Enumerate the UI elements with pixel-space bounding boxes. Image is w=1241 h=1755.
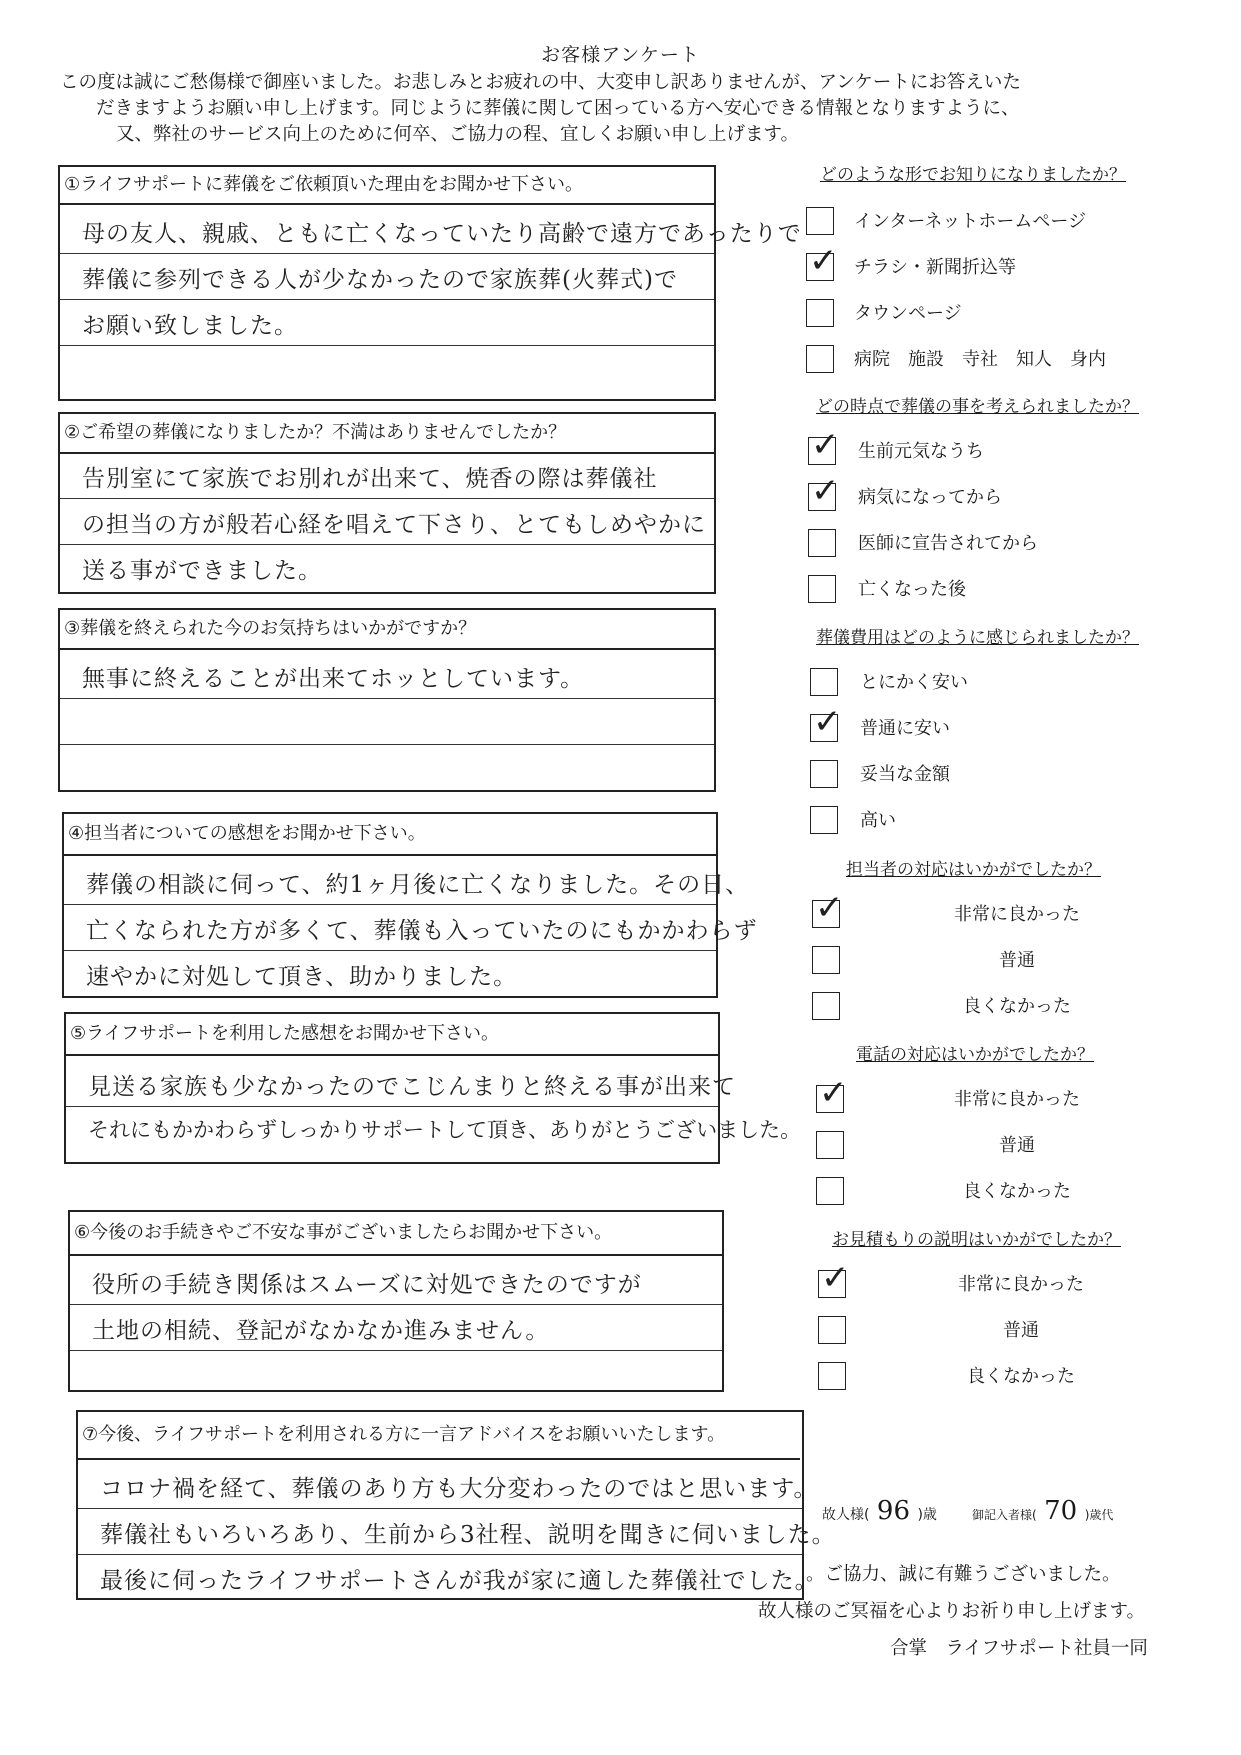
check-mark-icon: ✓ <box>809 241 838 281</box>
question-box-4 <box>62 812 758 998</box>
section-heading: どのような形でお知りになりましたか？ <box>820 165 1126 185</box>
answer-line: 無事に終えることが出来てホッとしています。 <box>82 666 585 692</box>
checkbox[interactable] <box>818 1316 846 1344</box>
checkbox[interactable] <box>812 992 840 1020</box>
question-title-2: ②ご希望の葬儀になりましたか？不満はありませんでしたか？ <box>60 414 714 454</box>
section-heading: 電話の対応はいかがでしたか？ <box>856 1045 1094 1065</box>
answer-line: 告別室にて家族でお別れが出来て、焼香の際は葬儀社 <box>82 466 658 492</box>
answer-line: それにもかかわらずしっかりサポートして頂き、ありがとうございました。 <box>88 1118 802 1142</box>
option-label: インターネットホームページ <box>854 211 1087 232</box>
checkbox[interactable] <box>806 299 834 327</box>
option-label: 亡くなった後 <box>858 579 966 600</box>
question-box-6 <box>68 1210 724 1392</box>
option-label: とにかく安い <box>860 672 968 693</box>
option-label: 医師に宣告されてから <box>858 533 1038 554</box>
answer-line: 母の友人、親戚、ともに亡くなっていたり高齢で遠方であったりで <box>82 221 802 247</box>
option-label: チラシ・新聞折込等 <box>854 257 1016 278</box>
check-mark-icon: ✓ <box>813 702 842 742</box>
option-label: 普通に安い <box>860 718 950 739</box>
question-title-6: ⑥今後のお手続きやご不安な事がございましたらお聞かせ下さい。 <box>70 1212 722 1256</box>
option-label: 妥当な金額 <box>860 764 950 785</box>
question-title-3: ③葬儀を終えられた今のお気持ちはいかがですか？ <box>60 610 714 650</box>
checkbox[interactable] <box>812 888 844 928</box>
answer-line: 葬儀の相談に伺って、約1ヶ月後に亡くなりました。その日、 <box>86 872 750 898</box>
question-box-2 <box>58 412 716 594</box>
answer-line: 速やかに対処して頂き、助かりました。 <box>86 964 518 990</box>
option-label: 病気になってから <box>858 487 1002 508</box>
checkbox[interactable] <box>816 1073 848 1113</box>
checkbox[interactable] <box>808 575 836 603</box>
question-box-1 <box>58 165 802 401</box>
writer-age: 御記入者様( 70 )歳代 <box>972 1496 1114 1526</box>
section-heading: 担当者の対応はいかがでしたか？ <box>846 860 1101 880</box>
signature-text: 合掌 ライフサポート社員一同 <box>890 1638 1148 1659</box>
answer-line: 見送る家族も少なかったのでこじんまりと終える事が出来て <box>88 1074 736 1100</box>
checkbox[interactable] <box>810 806 838 834</box>
question-title-1: ①ライフサポートに葬儀をご依頼頂いた理由をお聞かせ下さい。 <box>60 167 714 205</box>
check-mark-icon: ✓ <box>811 425 840 465</box>
option-label: 高い <box>860 810 896 831</box>
question-title-7: ⑦今後、ライフサポートを利用される方に一言アドバイスをお願いいたします。 <box>78 1412 800 1460</box>
checkbox[interactable] <box>816 1131 844 1159</box>
prayer-text: 故人様のご冥福を心よりお祈り申し上げます。 <box>758 1601 1146 1622</box>
checkbox[interactable] <box>810 702 842 742</box>
option-label: 病院 施設 寺社 知人 身内 <box>854 349 1106 370</box>
check-mark-icon: ✓ <box>811 471 840 511</box>
option-label: 良くなかった <box>967 1366 1075 1387</box>
option-label: 普通 <box>999 1135 1035 1156</box>
thanks-text: 。ご協力、誠に有難うございました。 <box>806 1564 1121 1585</box>
option-label: 普通 <box>999 950 1035 971</box>
intro-line-3: 又、弊社のサービス向上のために何卒、ご協力の程、宜しくお願い申し上げます。 <box>116 124 800 145</box>
question-title-5: ⑤ライフサポートを利用した感想をお聞かせ下さい。 <box>66 1014 718 1056</box>
question-box-3 <box>58 608 716 792</box>
page-title: お客様アンケート <box>541 44 700 66</box>
option-label: 生前元気なうち <box>858 441 984 462</box>
intro-line-1: この度は誠にご愁傷様で御座いました。お悲しみとお疲れの中、大変申し訳ありませんが、アンケートにお答えいた <box>60 72 1021 93</box>
check-mark-icon: ✓ <box>815 888 844 928</box>
checkbox[interactable] <box>812 946 840 974</box>
checkbox[interactable] <box>816 1177 844 1205</box>
deceased-age: 故人様( 96 )歳 <box>822 1496 937 1526</box>
answer-line: 亡くなられた方が多くて、葬儀も入っていたのにもかかわらず <box>86 918 758 944</box>
question-box-7 <box>76 1410 836 1600</box>
section-heading: 葬儀費用はどのように感じられましたか？ <box>816 628 1139 648</box>
option-label: タウンページ <box>854 303 962 324</box>
answer-line: 送る事ができました。 <box>82 558 322 584</box>
answer-line: 最後に伺ったライフサポートさんが我が家に適した葬儀社でした。 <box>100 1568 819 1594</box>
answer-line: 役所の手続き関係はスムーズに対処できたのですが <box>92 1272 642 1298</box>
checkbox[interactable] <box>810 668 838 696</box>
checkbox[interactable] <box>810 760 838 788</box>
answer-line: コロナ禍を経て、葬儀のあり方も大分変わったのではと思います。 <box>100 1476 818 1502</box>
option-label: 普通 <box>1003 1320 1039 1341</box>
check-mark-icon: ✓ <box>819 1073 848 1113</box>
checkbox[interactable] <box>806 207 834 235</box>
answer-line: の担当の方が般若心経を唱えて下さり、とてもしめやかに <box>82 512 706 538</box>
option-label: 良くなかった <box>963 1181 1071 1202</box>
question-title-4: ④担当者についての感想をお聞かせ下さい。 <box>64 814 716 856</box>
checkbox[interactable] <box>806 345 834 373</box>
check-mark-icon: ✓ <box>821 1258 850 1298</box>
option-label: 非常に良かった <box>958 1274 1084 1295</box>
question-box-5 <box>64 1012 802 1164</box>
answer-line: 葬儀に参列できる人が少なかったので家族葬(火葬式)で <box>82 267 678 293</box>
option-label: 非常に良かった <box>954 1089 1080 1110</box>
answer-line: お願い致しました。 <box>82 313 298 339</box>
checkbox[interactable] <box>808 529 836 557</box>
answer-line: 土地の相続、登記がなかなか進みません。 <box>92 1318 550 1344</box>
answer-line: 葬儀社もいろいろあり、生前から3社程、説明を聞きに伺いました。 <box>100 1522 836 1548</box>
checkbox[interactable] <box>818 1258 850 1298</box>
intro-line-2: だきますようお願い申し上げます。同じように葬儀に関して困っている方へ安心できる情報となりますように、 <box>96 98 1020 119</box>
checkbox[interactable] <box>808 471 840 511</box>
section-heading: お見積もりの説明はいかがでしたか？ <box>832 1230 1121 1250</box>
section-heading: どの時点で葬儀の事を考えられましたか？ <box>816 397 1139 417</box>
checkbox[interactable] <box>818 1362 846 1390</box>
checkbox[interactable] <box>808 425 840 465</box>
option-label: 非常に良かった <box>954 904 1080 925</box>
checkbox[interactable] <box>806 241 838 281</box>
option-label: 良くなかった <box>963 996 1071 1017</box>
